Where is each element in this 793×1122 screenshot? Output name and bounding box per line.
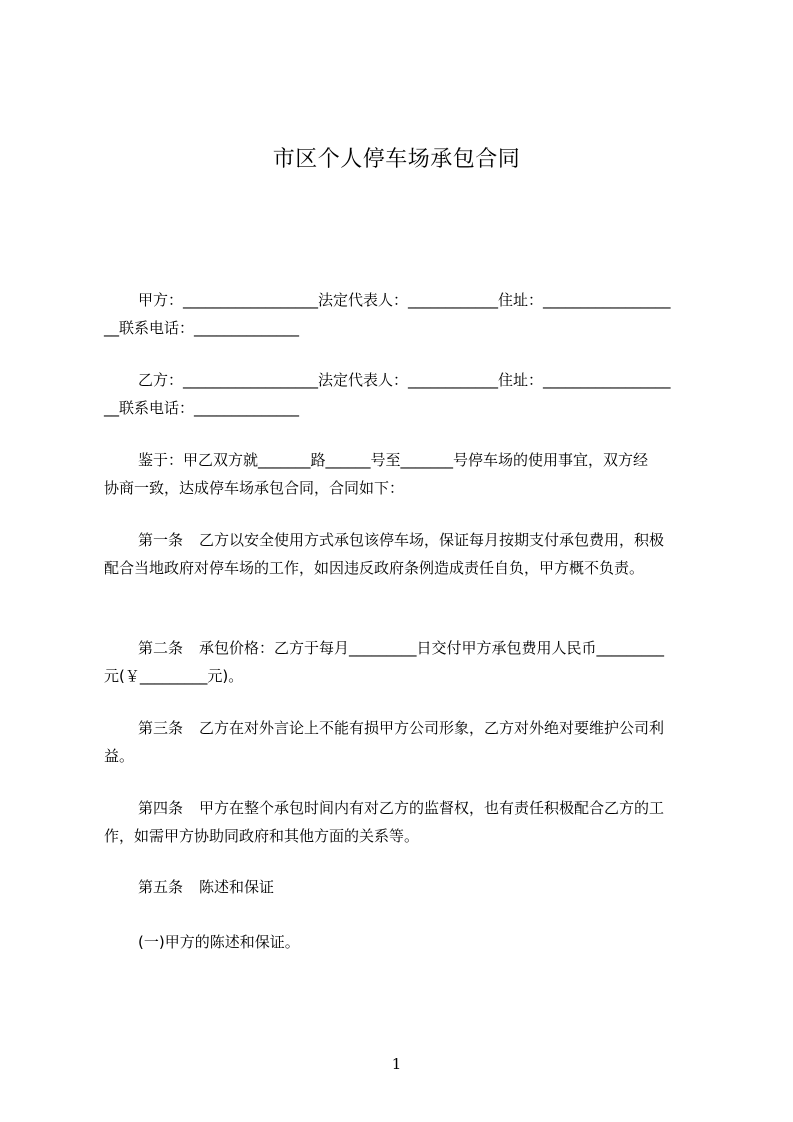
article-4 [104, 794, 702, 850]
article-1-line-1: 第一条 乙方以安全使用方式承包该停车场，保证每月按期支付承包费用，积极 [138, 531, 665, 549]
article-2 [104, 634, 702, 690]
party-a-line-1: 甲方：__________________法定代表人：____________住址：_________________ [138, 291, 671, 309]
article-3-line-2: 益。 [104, 747, 135, 765]
whereas-line-2: 协商一致，达成停车场承包合同，合同如下： [104, 479, 405, 497]
article-4-line-1: 第四条 甲方在整个承包时间内有对乙方的监督权，也有责任积极配合乙方的工 [138, 799, 665, 817]
article-1-line-2: 配合当地政府对停车场的工作，如因违反政府条例造成责任自负，甲方概不负责。 [104, 559, 645, 577]
article-1-label: 第一条 [138, 531, 184, 549]
article-3 [104, 714, 702, 770]
party-a-block [104, 286, 702, 342]
whereas-line-1: 鉴于：甲乙双方就_______路______号至_______号停车场的使用事宜，双方经 [138, 451, 649, 469]
party-b-block [104, 366, 702, 422]
article-1 [104, 526, 702, 582]
section-1-line: (一)甲方的陈述和保证。 [138, 933, 300, 951]
party-b-line-1: 乙方：__________________法定代表人：____________住址：_________________ [138, 371, 671, 389]
article-4-line-2: 作，如需甲方协助同政府和其他方面的关系等。 [104, 827, 420, 845]
party-b-line-2: __联系电话：______________ [104, 399, 300, 417]
article-3-label: 第三条 [138, 719, 184, 737]
section-1 [104, 928, 702, 956]
article-5-line: 第五条 陈述和保证 [138, 878, 275, 896]
document-title: 市区个人停车场承包合同 [272, 147, 521, 172]
article-2-label: 第二条 [138, 639, 184, 657]
article-2-line-1: 第二条 承包价格：乙方于每月_________日交付甲方承包费用人民币_________ [138, 639, 665, 657]
article-4-label: 第四条 [138, 799, 184, 817]
article-5 [104, 873, 702, 901]
article-3-line-1: 第三条 乙方在对外言论上不能有损甲方公司形象，乙方对外绝对要维护公司利 [138, 719, 665, 737]
article-5-label: 第五条 [138, 878, 184, 896]
page-number: 1 [391, 1055, 402, 1073]
party-a-line-2: __联系电话：______________ [104, 319, 300, 337]
article-2-line-2: 元(￥_________元)。 [104, 667, 244, 685]
whereas-clause [104, 446, 702, 502]
